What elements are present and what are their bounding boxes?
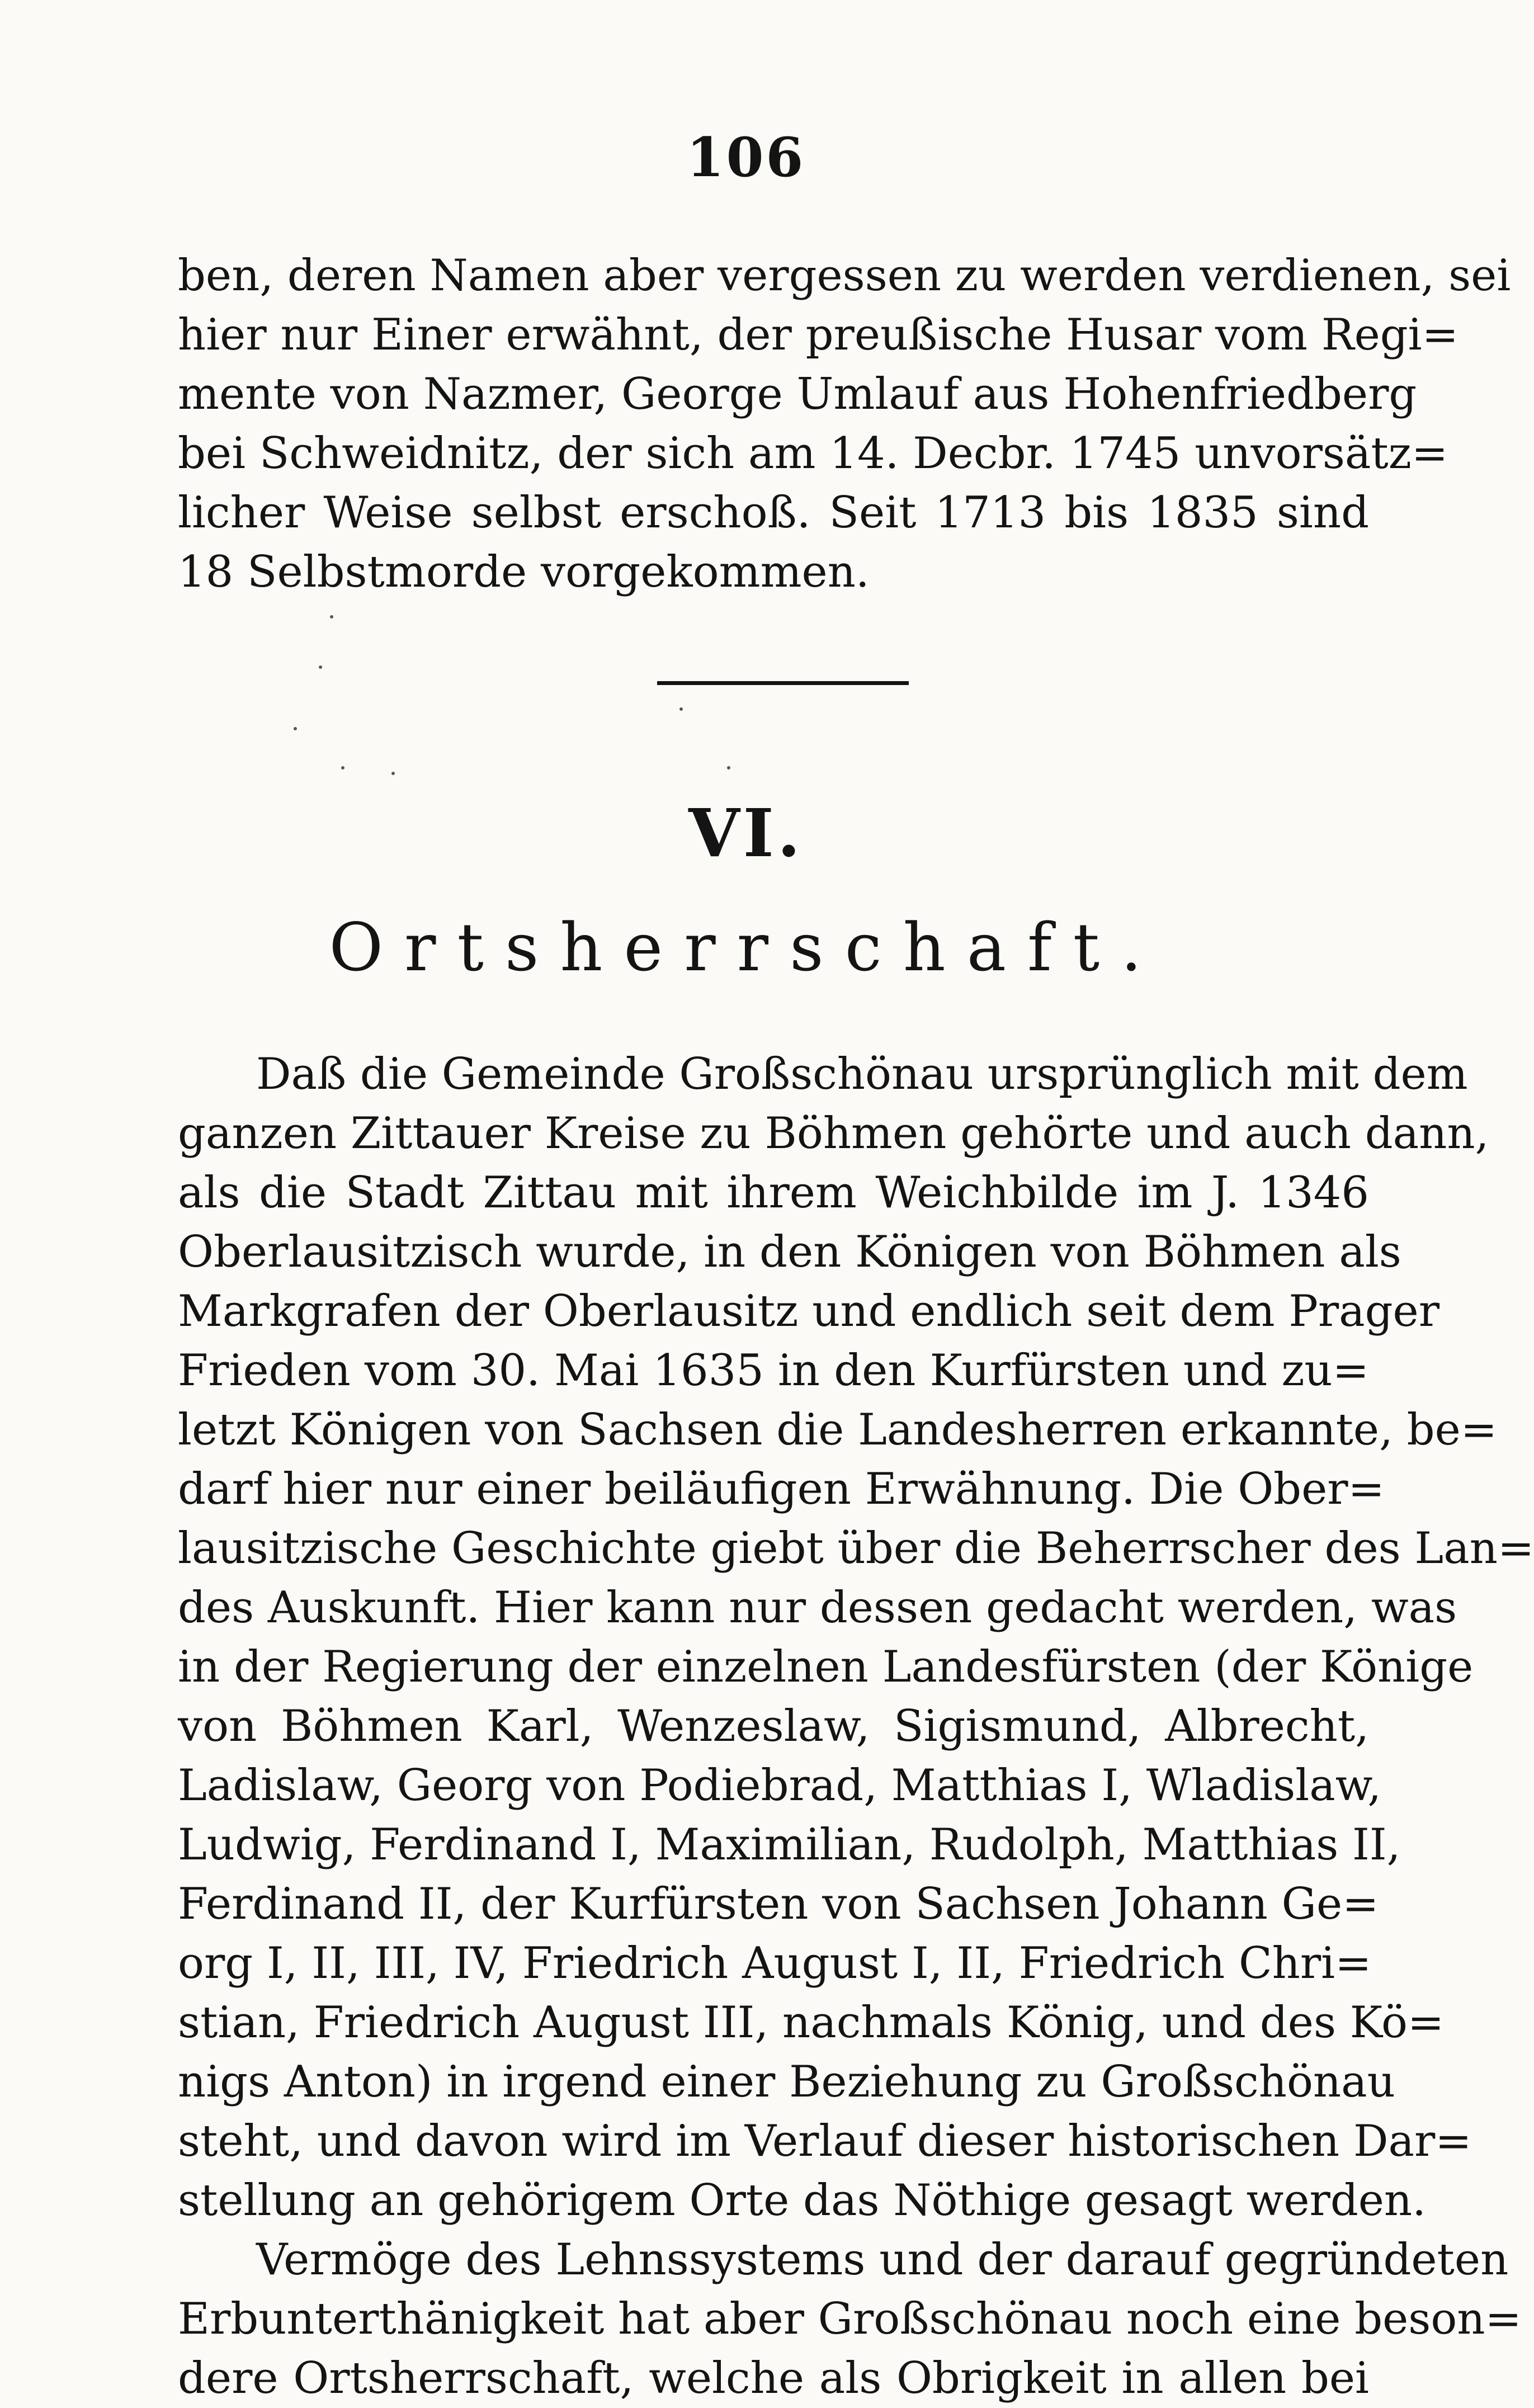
text-line: Ferdinand II, der Kurfürsten von Sachsen Johann Ge= [178, 1879, 1379, 1929]
print-speck [391, 772, 395, 775]
text-line: letzt Königen von Sachsen die Landesherren erkannte, be= [178, 1405, 1498, 1455]
section-title: Ortsherrschaft. [329, 909, 1163, 986]
text-line: 18 Selbstmorde vorgekommen. [178, 547, 870, 597]
text-line: ben, deren Namen aber vergessen zu werden verdienen, sei [178, 251, 1511, 301]
print-speck [341, 766, 344, 769]
text-line: von Böhmen Karl, Wenzeslaw, Sigismund, Albrecht, [178, 1701, 1369, 1751]
text-line: Oberlausitzisch wurde, in den Königen von Böhmen als [178, 1227, 1401, 1277]
text-line: Ladislaw, Georg von Podiebrad, Matthias I, Wladislaw, [178, 1760, 1382, 1811]
print-speck [294, 727, 297, 730]
text-line: Daß die Gemeinde Großschönau ursprünglich mit dem [256, 1049, 1468, 1099]
text-line: in der Regierung der einzelnen Landesfürsten (der Könige [178, 1642, 1474, 1692]
text-line: Vermöge des Lehnssystems und der darauf gegründeten [256, 2235, 1509, 2285]
text-line: dere Ortsherrschaft, welche als Obrigkeit in allen bei [178, 2353, 1369, 2404]
print-speck [330, 615, 333, 618]
text-line: Erbunterthänigkeit hat aber Großschönau noch eine beson= [178, 2294, 1522, 2344]
text-line: steht, und davon wird im Verlauf dieser historischen Dar= [178, 2116, 1472, 2166]
print-speck [679, 707, 683, 711]
text-line: stian, Friedrich August III, nachmals König, und des Kö= [178, 1998, 1445, 2048]
text-line: org I, II, III, IV, Friedrich August I, II, Friedrich Chri= [178, 1938, 1372, 1989]
paragraph-1 [178, 1045, 1534, 2408]
text-line: Markgrafen der Oberlausitz und endlich seit dem Prager [178, 1286, 1439, 1337]
text-line: licher Weise selbst erschoß. Seit 1713 bis 1835 sind [178, 488, 1369, 538]
text-line: bei Schweidnitz, der sich am 14. Decbr. 1745 unvorsätz= [178, 428, 1448, 479]
text-line: mente von Nazmer, George Umlauf aus Hohenfriedberg [178, 369, 1417, 419]
page-number: 106 [686, 126, 806, 189]
text-line: als die Stadt Zittau mit ihrem Weichbilde im J. 1346 [178, 1168, 1369, 1218]
text-line: Ludwig, Ferdinand I, Maximilian, Rudolph, Matthias II, [178, 1820, 1401, 1870]
intro-text [178, 246, 1511, 602]
section-number: VI. [688, 794, 804, 872]
text-line: des Auskunft. Hier kann nur dessen gedacht werden, was [178, 1583, 1457, 1633]
section-divider [657, 681, 909, 685]
text-line: Frieden vom 30. Mai 1635 in den Kurfürsten und zu= [178, 1345, 1369, 1396]
print-speck [319, 665, 322, 669]
print-speck [727, 766, 730, 769]
text-line: lausitzische Geschichte giebt über die Beherrscher des Lan= [178, 1523, 1534, 1574]
text-line: ganzen Zittauer Kreise zu Böhmen gehörte und auch dann, [178, 1108, 1489, 1159]
text-line: darf hier nur einer beiläufigen Erwähnung. Die Ober= [178, 1464, 1385, 1514]
text-line: hier nur Einer erwähnt, der preußische Husar vom Regi= [178, 310, 1459, 360]
text-line: nigs Anton) in irgend einer Beziehung zu Großschönau [178, 2057, 1395, 2107]
text-line: stellung an gehörigem Orte das Nöthige gesagt werden. [178, 2175, 1426, 2226]
